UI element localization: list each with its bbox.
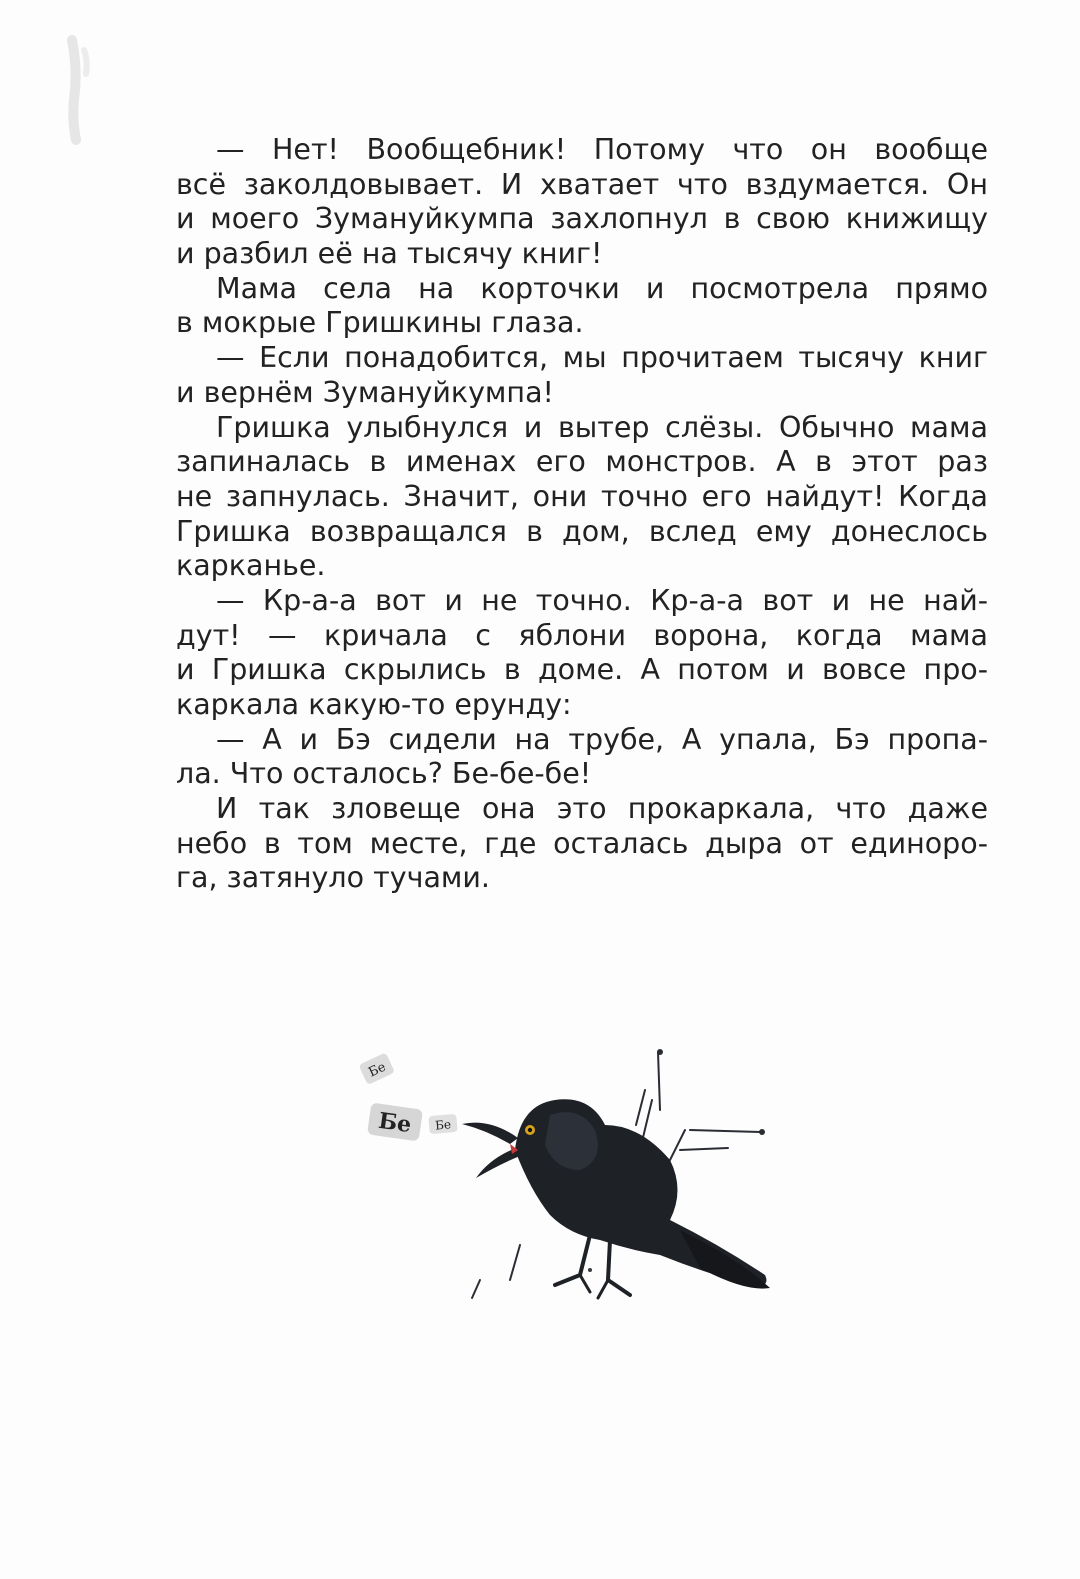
text-line: не запнулась. Значит, они точно его найдут! Когда xyxy=(176,479,988,513)
text-line: Гришка возвращался в дом, вслед ему донеслось xyxy=(176,514,988,548)
text-line: — Кр-а-а вот и не точно. Кр-а-а вот и не най- xyxy=(216,583,988,617)
text-line: — А и Бэ сидели на трубе, А упала, Бэ пропа- xyxy=(216,722,988,756)
bubble-text: Бе xyxy=(366,1059,389,1081)
paragraph xyxy=(176,411,988,584)
text-line: га, затянуло тучами. xyxy=(176,861,490,895)
text-line: Мама села на корточки и посмотрела прямо xyxy=(216,271,988,305)
text-line: небо в том месте, где осталась дыра от единоро- xyxy=(176,826,988,860)
paragraph xyxy=(176,584,988,723)
story-text xyxy=(176,133,988,896)
text-line: каркала какую-то ерунду: xyxy=(176,688,572,721)
paragraph xyxy=(176,133,988,272)
text-line: — Нет! Вообщебник! Потому что он вообще xyxy=(216,133,988,166)
paragraph xyxy=(176,272,988,341)
bubble-text: Бе xyxy=(376,1107,413,1139)
paragraph xyxy=(176,341,988,410)
text-line: дут! — кричала с яблони ворона, когда мама xyxy=(176,618,988,652)
text-line: И так зловеще она это прокаркала, что даже xyxy=(216,792,988,826)
crow-icon xyxy=(462,1099,770,1298)
crow-illustration xyxy=(340,1030,800,1330)
text-line: всё заколдовывает. И хватает что вздумается. Он xyxy=(176,167,988,201)
paragraph xyxy=(176,792,988,896)
text-line: Гришка улыбнулся и вытер слёзы. Обычно мама xyxy=(216,410,988,444)
text-line: карканье. xyxy=(176,549,326,583)
text-line: и Гришка скрылись в доме. А потом и вовсе про- xyxy=(176,653,988,687)
margin-ink-mark xyxy=(58,30,98,150)
bubble-text: Бе xyxy=(434,1117,452,1133)
speech-scrap xyxy=(358,1052,394,1085)
text-line: и вернём Зумануйкумпа! xyxy=(176,375,554,409)
speech-scrap xyxy=(428,1114,457,1134)
text-line: ла. Что осталось? Бе-бе-бе! xyxy=(176,757,592,791)
text-line: и моего Зумануйкумпа захлопнул в свою книжищу xyxy=(176,202,988,236)
text-line: и разбил её на тысячу книг! xyxy=(176,237,603,271)
text-line: в мокрые Гришкины глаза. xyxy=(176,306,584,340)
speech-scrap xyxy=(367,1103,423,1142)
text-line: — Если понадобится, мы прочитаем тысячу книг xyxy=(216,341,988,375)
paragraph xyxy=(176,723,988,792)
text-line: запиналась в именах его монстров. А в этот раз xyxy=(176,445,988,479)
